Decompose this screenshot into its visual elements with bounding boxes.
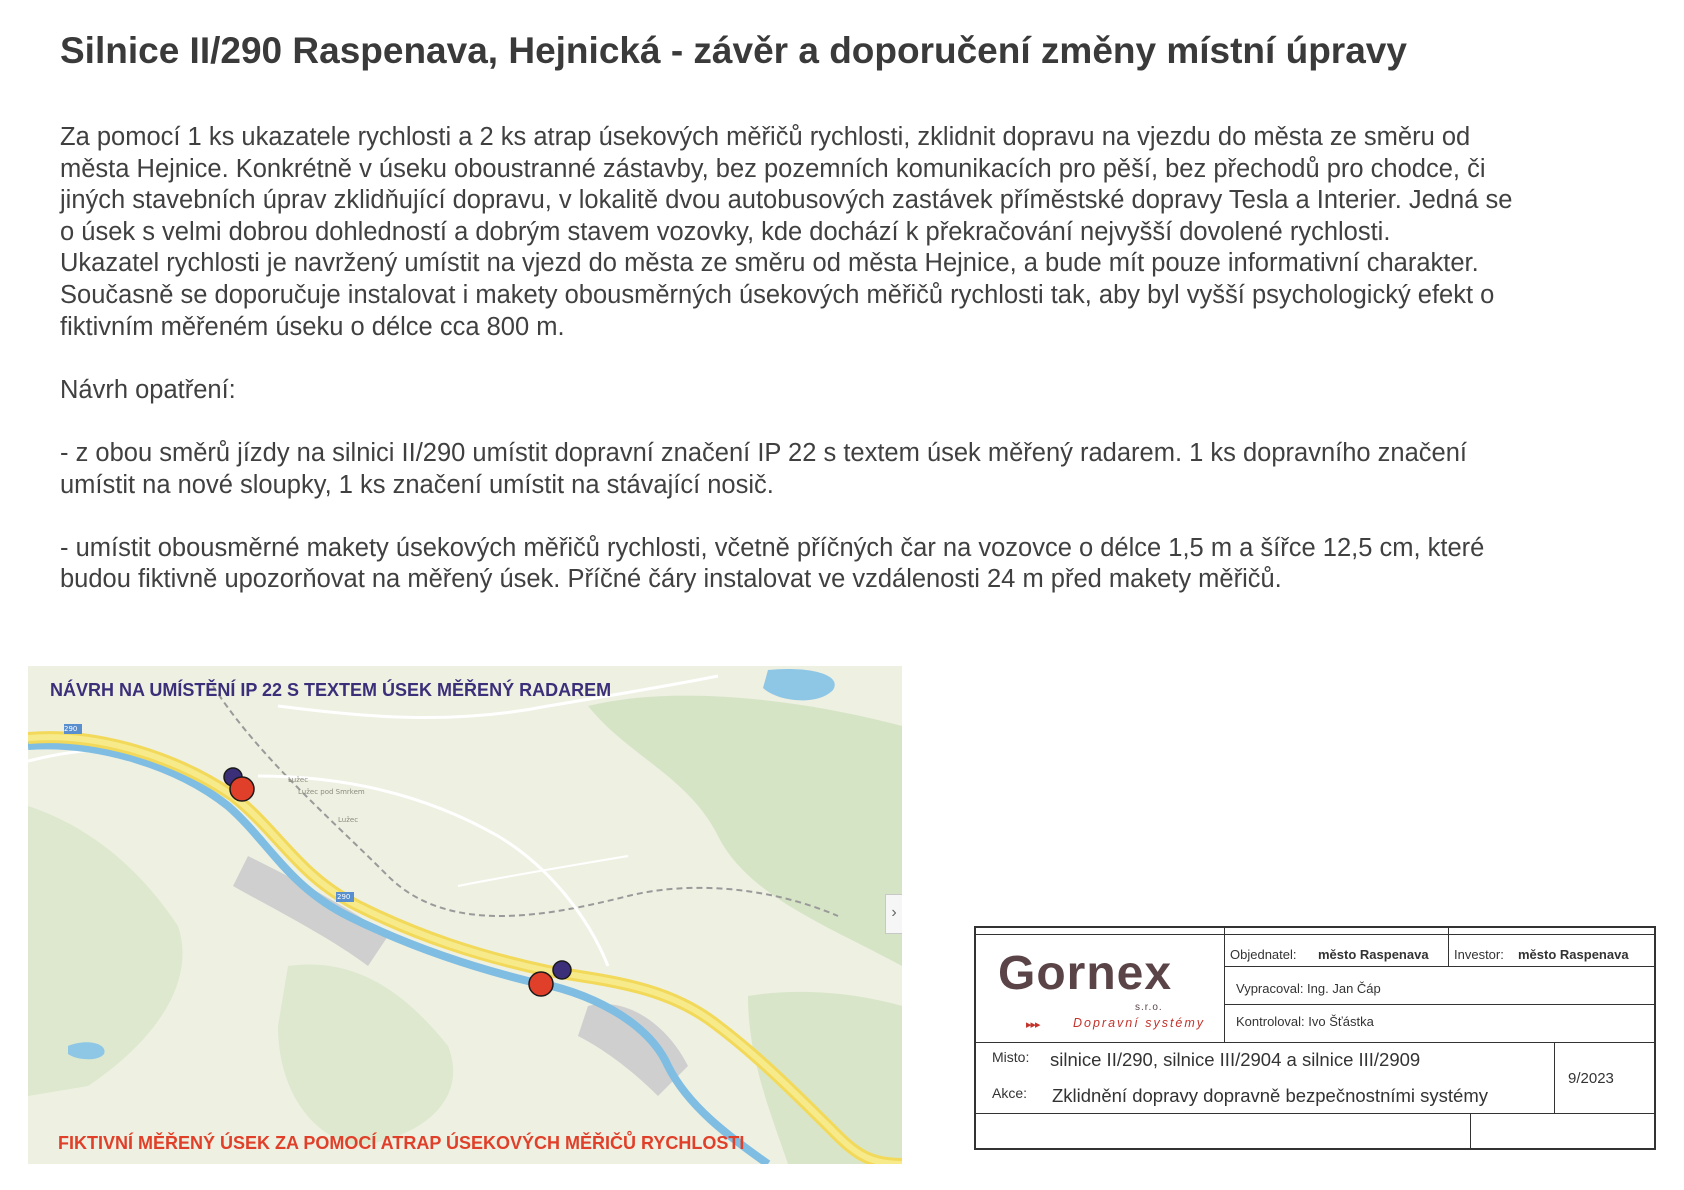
intro-line: města Hejnice. Konkrétně v úseku oboustranné zástavby, bez pozemních komunikacích pro pěší, bez přechodů pro chodce, či [60, 154, 1486, 183]
intro-line: Za pomocí 1 ks ukazatele rychlosti a 2 ks atrap úsekových měřičů rychlosti, zklidnit dopravu na vjezdu do města ze směru od [60, 123, 1471, 151]
measure-1-line: - z obou směrů jízdy na silnici II/290 umístit dopravní značení IP 22 s textem úsek měřený radarem. 1 ks dopravního značení [60, 438, 1467, 467]
body-text [60, 122, 1670, 596]
action-label: Akce: [992, 1085, 1028, 1101]
place-value: silnice II/290, silnice III/2904 a silnice III/2909 [1050, 1049, 1421, 1070]
title-block [974, 926, 1656, 1150]
date: 9/2023 [1568, 1070, 1614, 1087]
location-map [28, 666, 902, 1164]
measure-2-line: budou fiktivně upozorňovat na měřený úsek. Příčné čáry instalovat ve vzdálenosti 24 m před makety měřičů. [60, 565, 1282, 594]
logo-sro: s.r.o. [1135, 1002, 1163, 1013]
page-title: Silnice II/290 Raspenava, Hejnická - závěr a doporučení změny místní úpravy [60, 30, 1407, 71]
intro-line: Současně se doporučuje instalovat i makety obousměrných úsekových měřičů rychlosti tak, aby byl vyšší psychologický efekt o [60, 280, 1495, 309]
arrow-icon: ▸▸▸ [1026, 1019, 1040, 1031]
meter-marker [230, 777, 254, 801]
map-bottom-caption: FIKTIVNÍ MĚŘENÝ ÚSEK ZA POMOCÍ ATRAP ÚSEKOVÝCH MĚŘIČŮ RYCHLOSTI [58, 1133, 745, 1153]
intro-line: jiných stavebních úprav zklidňující dopravu, v lokalitě dvou autobusových zastávek příměstské dopravy Tesla a Interier. Jedná se [60, 186, 1513, 215]
intro-line: o úsek s velmi dobrou dohledností a dobrým stavem vozovky, kde dochází k překračování nejvyšší dovolené rychlosti. [60, 217, 1391, 246]
company-logo [998, 946, 1208, 1036]
prepared-by: Vypracoval: Ing. Jan Čáp [1236, 981, 1381, 996]
investor-label: Investor: [1454, 947, 1504, 962]
road-shield-label: 290 [64, 725, 78, 733]
investor-value: město Raspenava [1518, 947, 1629, 962]
place-label: Lužec pod Smrkem [298, 788, 365, 796]
map-graphic [28, 666, 902, 1164]
client-label: Objednatel: [1230, 947, 1297, 962]
road-shield-label: 290 [337, 893, 351, 901]
logo-name: Gornex [998, 947, 1173, 1000]
place-label: Lužec [288, 776, 309, 784]
place-label: Lužec [338, 816, 359, 824]
logo-tagline: Dopravní systémy [1073, 1016, 1206, 1030]
measure-1-line: umístit na nové sloupky, 1 ks značení umístit na stávající nosič. [60, 470, 774, 499]
client-value: město Raspenava [1318, 947, 1429, 962]
place-label: Misto: [992, 1049, 1030, 1065]
map-top-caption: NÁVRH NA UMÍSTĚNÍ IP 22 S TEXTEM ÚSEK MĚŘENÝ RADAREM [50, 680, 612, 700]
ip22-marker [553, 961, 571, 979]
measures-heading: Návrh opatření: [60, 375, 236, 404]
checked-by: Kontroloval: Ivo Šťástka [1236, 1014, 1374, 1029]
action-value: Zklidnění dopravy dopravně bezpečnostními systémy [1052, 1085, 1488, 1106]
measure-2-line: - umístit obousměrné makety úsekových měřičů rychlosti, včetně příčných čar na vozovce o délce 1,5 m a šířce 12,5 cm, které [60, 533, 1485, 562]
map-expand-handle[interactable]: › [885, 894, 902, 934]
intro-line: fiktivním měřeném úseku o délce cca 800 m. [60, 312, 565, 341]
meter-marker [529, 972, 553, 996]
intro-line: Ukazatel rychlosti je navržený umístit na vjezd do města ze směru od města Hejnice, a bude mít pouze informativní charakter. [60, 249, 1479, 278]
